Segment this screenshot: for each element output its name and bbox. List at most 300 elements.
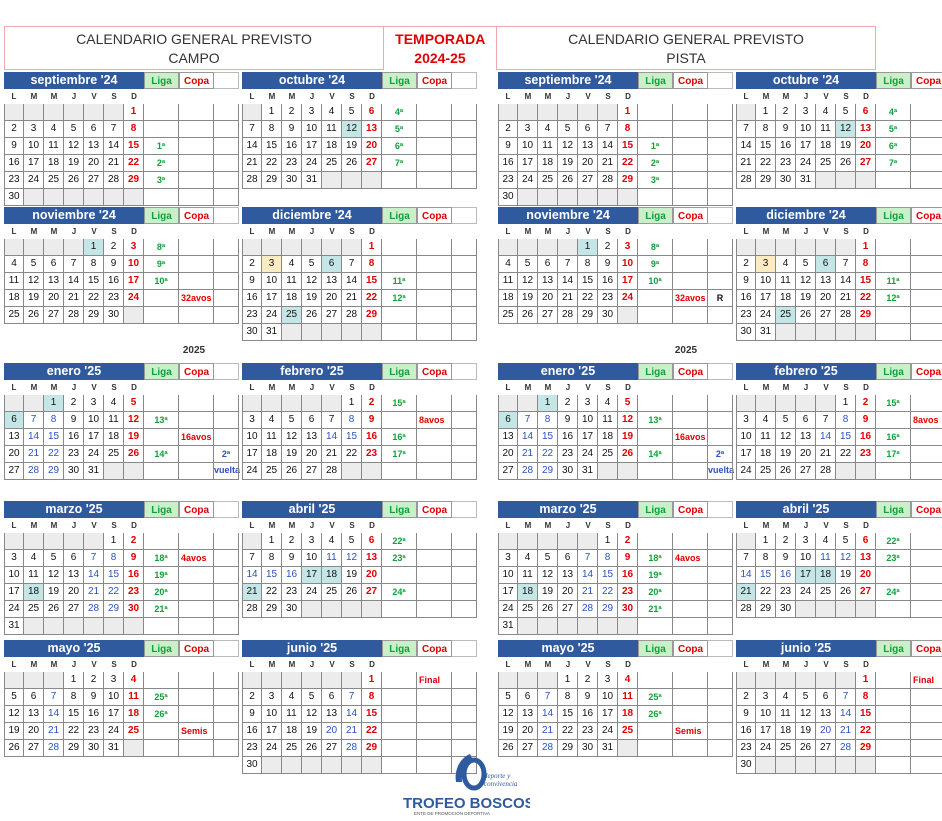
day-cell[interactable]: 20 <box>302 446 322 463</box>
day-name[interactable]: M <box>268 660 276 669</box>
day-cell[interactable] <box>104 189 124 206</box>
copa-col-header[interactable]: Copa <box>911 501 942 518</box>
day-cell[interactable]: 12 <box>124 412 144 429</box>
extra-cell[interactable] <box>452 324 477 341</box>
day-cell[interactable] <box>84 189 104 206</box>
liga-cell[interactable] <box>638 121 673 138</box>
day-name[interactable]: V <box>823 383 829 392</box>
day-cell[interactable]: 8 <box>598 550 618 567</box>
day-cell[interactable]: 9 <box>242 706 262 723</box>
day-cell[interactable] <box>342 324 362 341</box>
week-row[interactable] <box>4 601 239 618</box>
day-cell[interactable]: 7 <box>538 689 558 706</box>
day-cell[interactable]: 15 <box>64 706 84 723</box>
liga-col-header[interactable]: Liga <box>638 501 673 518</box>
liga-cell[interactable] <box>382 256 417 273</box>
day-cell[interactable]: 22 <box>598 584 618 601</box>
day-cell[interactable] <box>836 239 856 256</box>
week-row[interactable] <box>736 395 942 412</box>
copa-col-header[interactable]: Copa <box>417 501 452 518</box>
day-cell[interactable]: 12 <box>302 706 322 723</box>
day-cell[interactable]: 10 <box>84 412 104 429</box>
day-name[interactable]: D <box>131 383 137 392</box>
day-cell[interactable]: 6 <box>44 256 64 273</box>
day-cell[interactable]: 18 <box>816 567 836 584</box>
day-cell[interactable]: 11 <box>24 567 44 584</box>
week-row[interactable] <box>4 155 239 172</box>
day-cell[interactable]: 25 <box>282 740 302 757</box>
liga-cell[interactable]: 1ª <box>144 138 179 155</box>
month-block[interactable] <box>4 501 239 635</box>
day-cell[interactable]: 20 <box>498 446 518 463</box>
day-cell[interactable]: 16 <box>736 290 756 307</box>
copa-cell[interactable] <box>911 121 942 138</box>
extra-cell[interactable] <box>708 239 733 256</box>
day-cell[interactable]: 29 <box>756 601 776 618</box>
day-cell[interactable]: 25 <box>124 723 144 740</box>
liga-cell[interactable]: 9ª <box>638 256 673 273</box>
day-cell[interactable] <box>242 104 262 121</box>
day-cell[interactable]: 23 <box>64 446 84 463</box>
day-cell[interactable]: 15 <box>104 567 124 584</box>
month-block[interactable] <box>4 207 239 324</box>
day-cell[interactable] <box>756 239 776 256</box>
copa-col-header[interactable]: Copa <box>911 363 942 380</box>
day-name[interactable]: V <box>585 660 591 669</box>
month-header[interactable] <box>498 640 733 657</box>
day-cell[interactable]: 16 <box>578 706 598 723</box>
copa-cell[interactable] <box>911 706 942 723</box>
day-cell[interactable]: 26 <box>796 740 816 757</box>
day-cell[interactable] <box>24 239 44 256</box>
day-cell[interactable] <box>24 672 44 689</box>
day-cell[interactable] <box>518 395 538 412</box>
day-cell[interactable]: 16 <box>282 567 302 584</box>
day-cell[interactable]: 23 <box>498 172 518 189</box>
day-cell[interactable]: 27 <box>84 172 104 189</box>
day-cell[interactable]: 11 <box>498 273 518 290</box>
month-block[interactable] <box>4 72 239 206</box>
day-name[interactable]: S <box>349 92 355 101</box>
day-cell[interactable]: 12 <box>44 567 64 584</box>
day-cell[interactable]: 19 <box>538 584 558 601</box>
extra-cell[interactable] <box>452 533 477 550</box>
extra-cell[interactable] <box>452 601 477 618</box>
extra-cell[interactable] <box>708 533 733 550</box>
copa-cell[interactable] <box>911 567 942 584</box>
day-cell[interactable]: 13 <box>816 706 836 723</box>
day-cell[interactable]: 10 <box>262 273 282 290</box>
day-cell[interactable] <box>558 104 578 121</box>
extra-cell[interactable] <box>452 290 477 307</box>
day-cell[interactable]: 26 <box>4 740 24 757</box>
day-name[interactable]: S <box>111 521 117 530</box>
day-cell[interactable]: 1 <box>756 533 776 550</box>
day-cell[interactable] <box>24 533 44 550</box>
day-cell[interactable] <box>796 672 816 689</box>
day-cell[interactable]: 28 <box>836 307 856 324</box>
day-name[interactable]: D <box>625 383 631 392</box>
day-cell[interactable]: 5 <box>342 104 362 121</box>
copa-col-header[interactable]: Copa <box>911 640 942 657</box>
day-cell[interactable]: 1 <box>836 395 856 412</box>
liga-cell[interactable]: 7ª <box>876 155 911 172</box>
day-cell[interactable] <box>242 533 262 550</box>
day-cell[interactable]: 9 <box>856 412 876 429</box>
liga-cell[interactable]: 17ª <box>876 446 911 463</box>
day-cell[interactable]: 25 <box>322 584 342 601</box>
copa-cell[interactable] <box>911 290 942 307</box>
day-cell[interactable]: 27 <box>816 307 836 324</box>
month-block[interactable] <box>736 72 942 189</box>
day-cell[interactable]: 18 <box>44 155 64 172</box>
day-cell[interactable]: 13 <box>44 273 64 290</box>
liga-cell[interactable] <box>382 172 417 189</box>
copa-cell[interactable] <box>179 740 214 757</box>
extra-cell[interactable] <box>708 256 733 273</box>
day-cell[interactable]: 26 <box>64 172 84 189</box>
liga-cell[interactable] <box>144 307 179 324</box>
month-block[interactable] <box>736 363 942 480</box>
day-name[interactable]: M <box>288 227 296 236</box>
day-name[interactable]: M <box>782 383 790 392</box>
day-cell[interactable]: 30 <box>736 757 756 774</box>
day-cell[interactable] <box>282 672 302 689</box>
copa-cell[interactable] <box>673 239 708 256</box>
day-cell[interactable]: 7 <box>736 121 756 138</box>
liga-cell[interactable] <box>638 189 673 206</box>
day-names-row[interactable] <box>4 657 239 672</box>
liga-cell[interactable] <box>144 740 179 757</box>
month-name[interactable]: diciembre '24 <box>242 207 382 224</box>
day-cell[interactable] <box>598 104 618 121</box>
copa-cell[interactable] <box>179 533 214 550</box>
liga-cell[interactable] <box>382 601 417 618</box>
day-cell[interactable]: 8 <box>362 689 382 706</box>
day-name[interactable]: L <box>11 660 17 669</box>
day-cell[interactable]: 25 <box>598 446 618 463</box>
day-cell[interactable]: 8 <box>856 689 876 706</box>
copa-cell[interactable] <box>179 121 214 138</box>
copa-col-header[interactable]: Copa <box>673 72 708 89</box>
day-name[interactable]: S <box>349 383 355 392</box>
day-cell[interactable]: 29 <box>64 740 84 757</box>
extra-cell[interactable] <box>708 412 733 429</box>
day-cell[interactable] <box>302 601 322 618</box>
day-names-row[interactable] <box>242 380 477 395</box>
day-cell[interactable]: 4 <box>756 412 776 429</box>
extra-cell[interactable] <box>708 723 733 740</box>
day-cell[interactable]: 14 <box>598 138 618 155</box>
day-cell[interactable] <box>836 463 856 480</box>
day-names-row[interactable] <box>498 657 733 672</box>
copa-cell[interactable] <box>673 155 708 172</box>
day-cell[interactable]: 17 <box>24 155 44 172</box>
day-cell[interactable]: 9 <box>84 689 104 706</box>
day-cell[interactable]: 18 <box>282 723 302 740</box>
liga-cell[interactable] <box>382 463 417 480</box>
copa-cell[interactable] <box>673 104 708 121</box>
liga-cell[interactable] <box>876 567 911 584</box>
liga-cell[interactable]: 23ª <box>876 550 911 567</box>
day-name[interactable]: L <box>743 383 749 392</box>
day-name[interactable]: V <box>329 383 335 392</box>
day-cell[interactable]: 25 <box>24 601 44 618</box>
week-row[interactable] <box>498 672 733 689</box>
day-cell[interactable]: 6 <box>498 412 518 429</box>
month-name[interactable]: enero '25 <box>498 363 638 380</box>
day-cell[interactable]: 14 <box>64 273 84 290</box>
week-row[interactable] <box>4 412 239 429</box>
copa-cell[interactable] <box>911 584 942 601</box>
day-name[interactable]: J <box>71 660 77 669</box>
day-cell[interactable]: 28 <box>342 307 362 324</box>
day-cell[interactable]: 2 <box>578 672 598 689</box>
day-cell[interactable]: 21 <box>836 290 856 307</box>
day-cell[interactable]: 26 <box>796 307 816 324</box>
day-cell[interactable]: 24 <box>4 601 24 618</box>
copa-cell[interactable] <box>417 446 452 463</box>
day-cell[interactable]: 11 <box>282 706 302 723</box>
copa-cell[interactable] <box>911 689 942 706</box>
day-cell[interactable]: 21 <box>578 584 598 601</box>
week-row[interactable] <box>498 138 733 155</box>
day-cell[interactable] <box>776 324 796 341</box>
day-cell[interactable] <box>816 672 836 689</box>
month-header[interactable] <box>242 72 477 89</box>
day-cell[interactable]: 27 <box>362 584 382 601</box>
week-row[interactable] <box>4 689 239 706</box>
day-cell[interactable]: 18 <box>322 138 342 155</box>
week-row[interactable] <box>242 395 477 412</box>
day-cell[interactable]: 18 <box>776 290 796 307</box>
day-cell[interactable]: 9 <box>498 138 518 155</box>
day-cell[interactable]: 3 <box>242 412 262 429</box>
week-row[interactable] <box>736 533 942 550</box>
day-cell[interactable]: 7 <box>44 689 64 706</box>
day-cell[interactable]: 24 <box>796 155 816 172</box>
day-cell[interactable]: 2 <box>856 395 876 412</box>
day-cell[interactable]: 14 <box>104 138 124 155</box>
day-cell[interactable]: 26 <box>558 172 578 189</box>
day-cell[interactable]: 6 <box>84 121 104 138</box>
liga-cell[interactable]: 20ª <box>144 584 179 601</box>
liga-col-header[interactable]: Liga <box>382 207 417 224</box>
copa-col-header[interactable]: Copa <box>673 640 708 657</box>
day-cell[interactable]: 17 <box>796 138 816 155</box>
copa-cell[interactable] <box>911 463 942 480</box>
day-cell[interactable] <box>756 757 776 774</box>
day-cell[interactable]: 4 <box>322 533 342 550</box>
day-cell[interactable]: 24 <box>756 740 776 757</box>
copa-cell[interactable] <box>179 395 214 412</box>
week-row[interactable] <box>498 290 733 307</box>
day-cell[interactable]: 30 <box>282 172 302 189</box>
day-cell[interactable] <box>836 172 856 189</box>
month-block[interactable] <box>736 640 942 774</box>
day-cell[interactable]: 20 <box>816 723 836 740</box>
copa-cell[interactable] <box>911 307 942 324</box>
copa-cell[interactable] <box>911 172 942 189</box>
day-cell[interactable]: 7 <box>816 412 836 429</box>
day-cell[interactable]: 20 <box>84 155 104 172</box>
day-cell[interactable]: 11 <box>598 412 618 429</box>
day-cell[interactable]: 3 <box>578 395 598 412</box>
day-cell[interactable]: 6 <box>578 121 598 138</box>
day-cell[interactable]: 21 <box>836 723 856 740</box>
copa-cell[interactable] <box>417 290 452 307</box>
day-cell[interactable]: 23 <box>282 584 302 601</box>
liga-cell[interactable] <box>382 672 417 689</box>
day-cell[interactable]: 1 <box>558 672 578 689</box>
day-cell[interactable]: 12 <box>302 273 322 290</box>
day-cell[interactable]: 27 <box>856 584 876 601</box>
liga-col-header[interactable]: Liga <box>144 72 179 89</box>
day-cell[interactable]: 19 <box>558 155 578 172</box>
copa-cell[interactable]: 32avos <box>179 290 214 307</box>
day-name[interactable]: V <box>91 227 97 236</box>
day-cell[interactable]: 7 <box>578 550 598 567</box>
day-cell[interactable]: 21 <box>538 723 558 740</box>
copa-cell[interactable] <box>417 138 452 155</box>
month-block[interactable] <box>242 501 477 618</box>
day-name[interactable]: M <box>762 660 770 669</box>
copa-cell[interactable] <box>417 567 452 584</box>
day-cell[interactable] <box>796 395 816 412</box>
week-row[interactable] <box>4 121 239 138</box>
copa-cell[interactable] <box>911 723 942 740</box>
day-cell[interactable]: 31 <box>498 618 518 635</box>
day-cell[interactable]: 24 <box>796 584 816 601</box>
day-cell[interactable] <box>578 104 598 121</box>
day-cell[interactable]: 20 <box>322 290 342 307</box>
day-cell[interactable]: 27 <box>856 155 876 172</box>
day-cell[interactable]: 22 <box>124 155 144 172</box>
copa-cell[interactable] <box>417 172 452 189</box>
liga-col-header[interactable]: Liga <box>876 501 911 518</box>
day-cell[interactable]: 20 <box>796 446 816 463</box>
day-cell[interactable]: 18 <box>282 290 302 307</box>
liga-cell[interactable]: 4ª <box>382 104 417 121</box>
day-cell[interactable]: 25 <box>282 307 302 324</box>
copa-cell[interactable] <box>911 740 942 757</box>
day-cell[interactable]: 15 <box>836 429 856 446</box>
day-cell[interactable] <box>816 757 836 774</box>
day-cell[interactable]: 29 <box>558 740 578 757</box>
day-cell[interactable]: 8 <box>262 121 282 138</box>
day-cell[interactable]: 15 <box>262 567 282 584</box>
day-name[interactable]: D <box>369 92 375 101</box>
liga-cell[interactable] <box>876 307 911 324</box>
day-cell[interactable]: 22 <box>262 584 282 601</box>
liga-cell[interactable]: 22ª <box>382 533 417 550</box>
day-cell[interactable]: 25 <box>756 463 776 480</box>
day-cell[interactable]: 8 <box>856 256 876 273</box>
liga-cell[interactable] <box>876 463 911 480</box>
day-cell[interactable]: 17 <box>756 723 776 740</box>
day-cell[interactable] <box>302 239 322 256</box>
day-cell[interactable]: 1 <box>538 395 558 412</box>
day-names-row[interactable] <box>4 518 239 533</box>
month-block[interactable] <box>498 207 733 324</box>
day-cell[interactable] <box>538 533 558 550</box>
extra-cell[interactable] <box>452 256 477 273</box>
day-cell[interactable]: 17 <box>262 723 282 740</box>
copa-cell[interactable]: Semis <box>673 723 708 740</box>
week-row[interactable] <box>498 395 733 412</box>
day-cell[interactable]: 20 <box>816 290 836 307</box>
day-cell[interactable] <box>836 672 856 689</box>
day-cell[interactable]: 8 <box>756 121 776 138</box>
day-cell[interactable]: 12 <box>796 273 816 290</box>
spacer-cell[interactable] <box>214 363 239 380</box>
day-cell[interactable]: 4 <box>498 256 518 273</box>
day-cell[interactable] <box>262 757 282 774</box>
week-row[interactable] <box>4 429 239 446</box>
extra-cell[interactable] <box>708 172 733 189</box>
day-names-row[interactable] <box>4 380 239 395</box>
week-row[interactable] <box>498 155 733 172</box>
day-cell[interactable]: 9 <box>124 550 144 567</box>
copa-cell[interactable] <box>179 412 214 429</box>
day-cell[interactable]: 2 <box>598 239 618 256</box>
liga-cell[interactable]: 3ª <box>638 172 673 189</box>
day-cell[interactable]: 23 <box>242 740 262 757</box>
day-cell[interactable]: 18 <box>24 584 44 601</box>
day-cell[interactable]: 27 <box>578 172 598 189</box>
day-cell[interactable]: 1 <box>362 672 382 689</box>
spacer-cell[interactable] <box>708 207 733 224</box>
day-name[interactable]: S <box>605 227 611 236</box>
day-cell[interactable]: 2 <box>776 533 796 550</box>
day-name[interactable]: M <box>50 92 58 101</box>
day-cell[interactable]: 21 <box>736 155 756 172</box>
day-cell[interactable] <box>64 104 84 121</box>
day-names-row[interactable] <box>242 89 477 104</box>
day-cell[interactable]: 9 <box>776 550 796 567</box>
day-cell[interactable]: 4 <box>44 121 64 138</box>
day-cell[interactable]: 6 <box>856 104 876 121</box>
day-cell[interactable]: 14 <box>518 429 538 446</box>
day-cell[interactable]: 16 <box>282 138 302 155</box>
day-name[interactable]: V <box>91 92 97 101</box>
copa-cell[interactable] <box>417 155 452 172</box>
copa-col-header[interactable]: Copa <box>179 207 214 224</box>
day-cell[interactable]: 3 <box>498 550 518 567</box>
day-name[interactable]: J <box>565 92 571 101</box>
copa-col-header[interactable]: Copa <box>179 72 214 89</box>
day-cell[interactable] <box>4 533 24 550</box>
day-cell[interactable]: 18 <box>322 567 342 584</box>
day-cell[interactable] <box>736 395 756 412</box>
liga-col-header[interactable]: Liga <box>382 640 417 657</box>
week-row[interactable] <box>498 601 733 618</box>
week-row[interactable] <box>736 463 942 480</box>
day-name[interactable]: D <box>369 383 375 392</box>
liga-cell[interactable]: 15ª <box>382 395 417 412</box>
day-cell[interactable]: 23 <box>776 155 796 172</box>
day-cell[interactable] <box>44 672 64 689</box>
day-cell[interactable]: 8 <box>578 256 598 273</box>
day-cell[interactable]: 12 <box>24 273 44 290</box>
day-cell[interactable] <box>282 239 302 256</box>
week-row[interactable] <box>736 723 942 740</box>
day-name[interactable]: M <box>524 521 532 530</box>
day-cell[interactable]: 27 <box>538 307 558 324</box>
liga-cell[interactable]: 2ª <box>638 155 673 172</box>
day-name[interactable]: M <box>762 227 770 236</box>
day-cell[interactable] <box>242 672 262 689</box>
